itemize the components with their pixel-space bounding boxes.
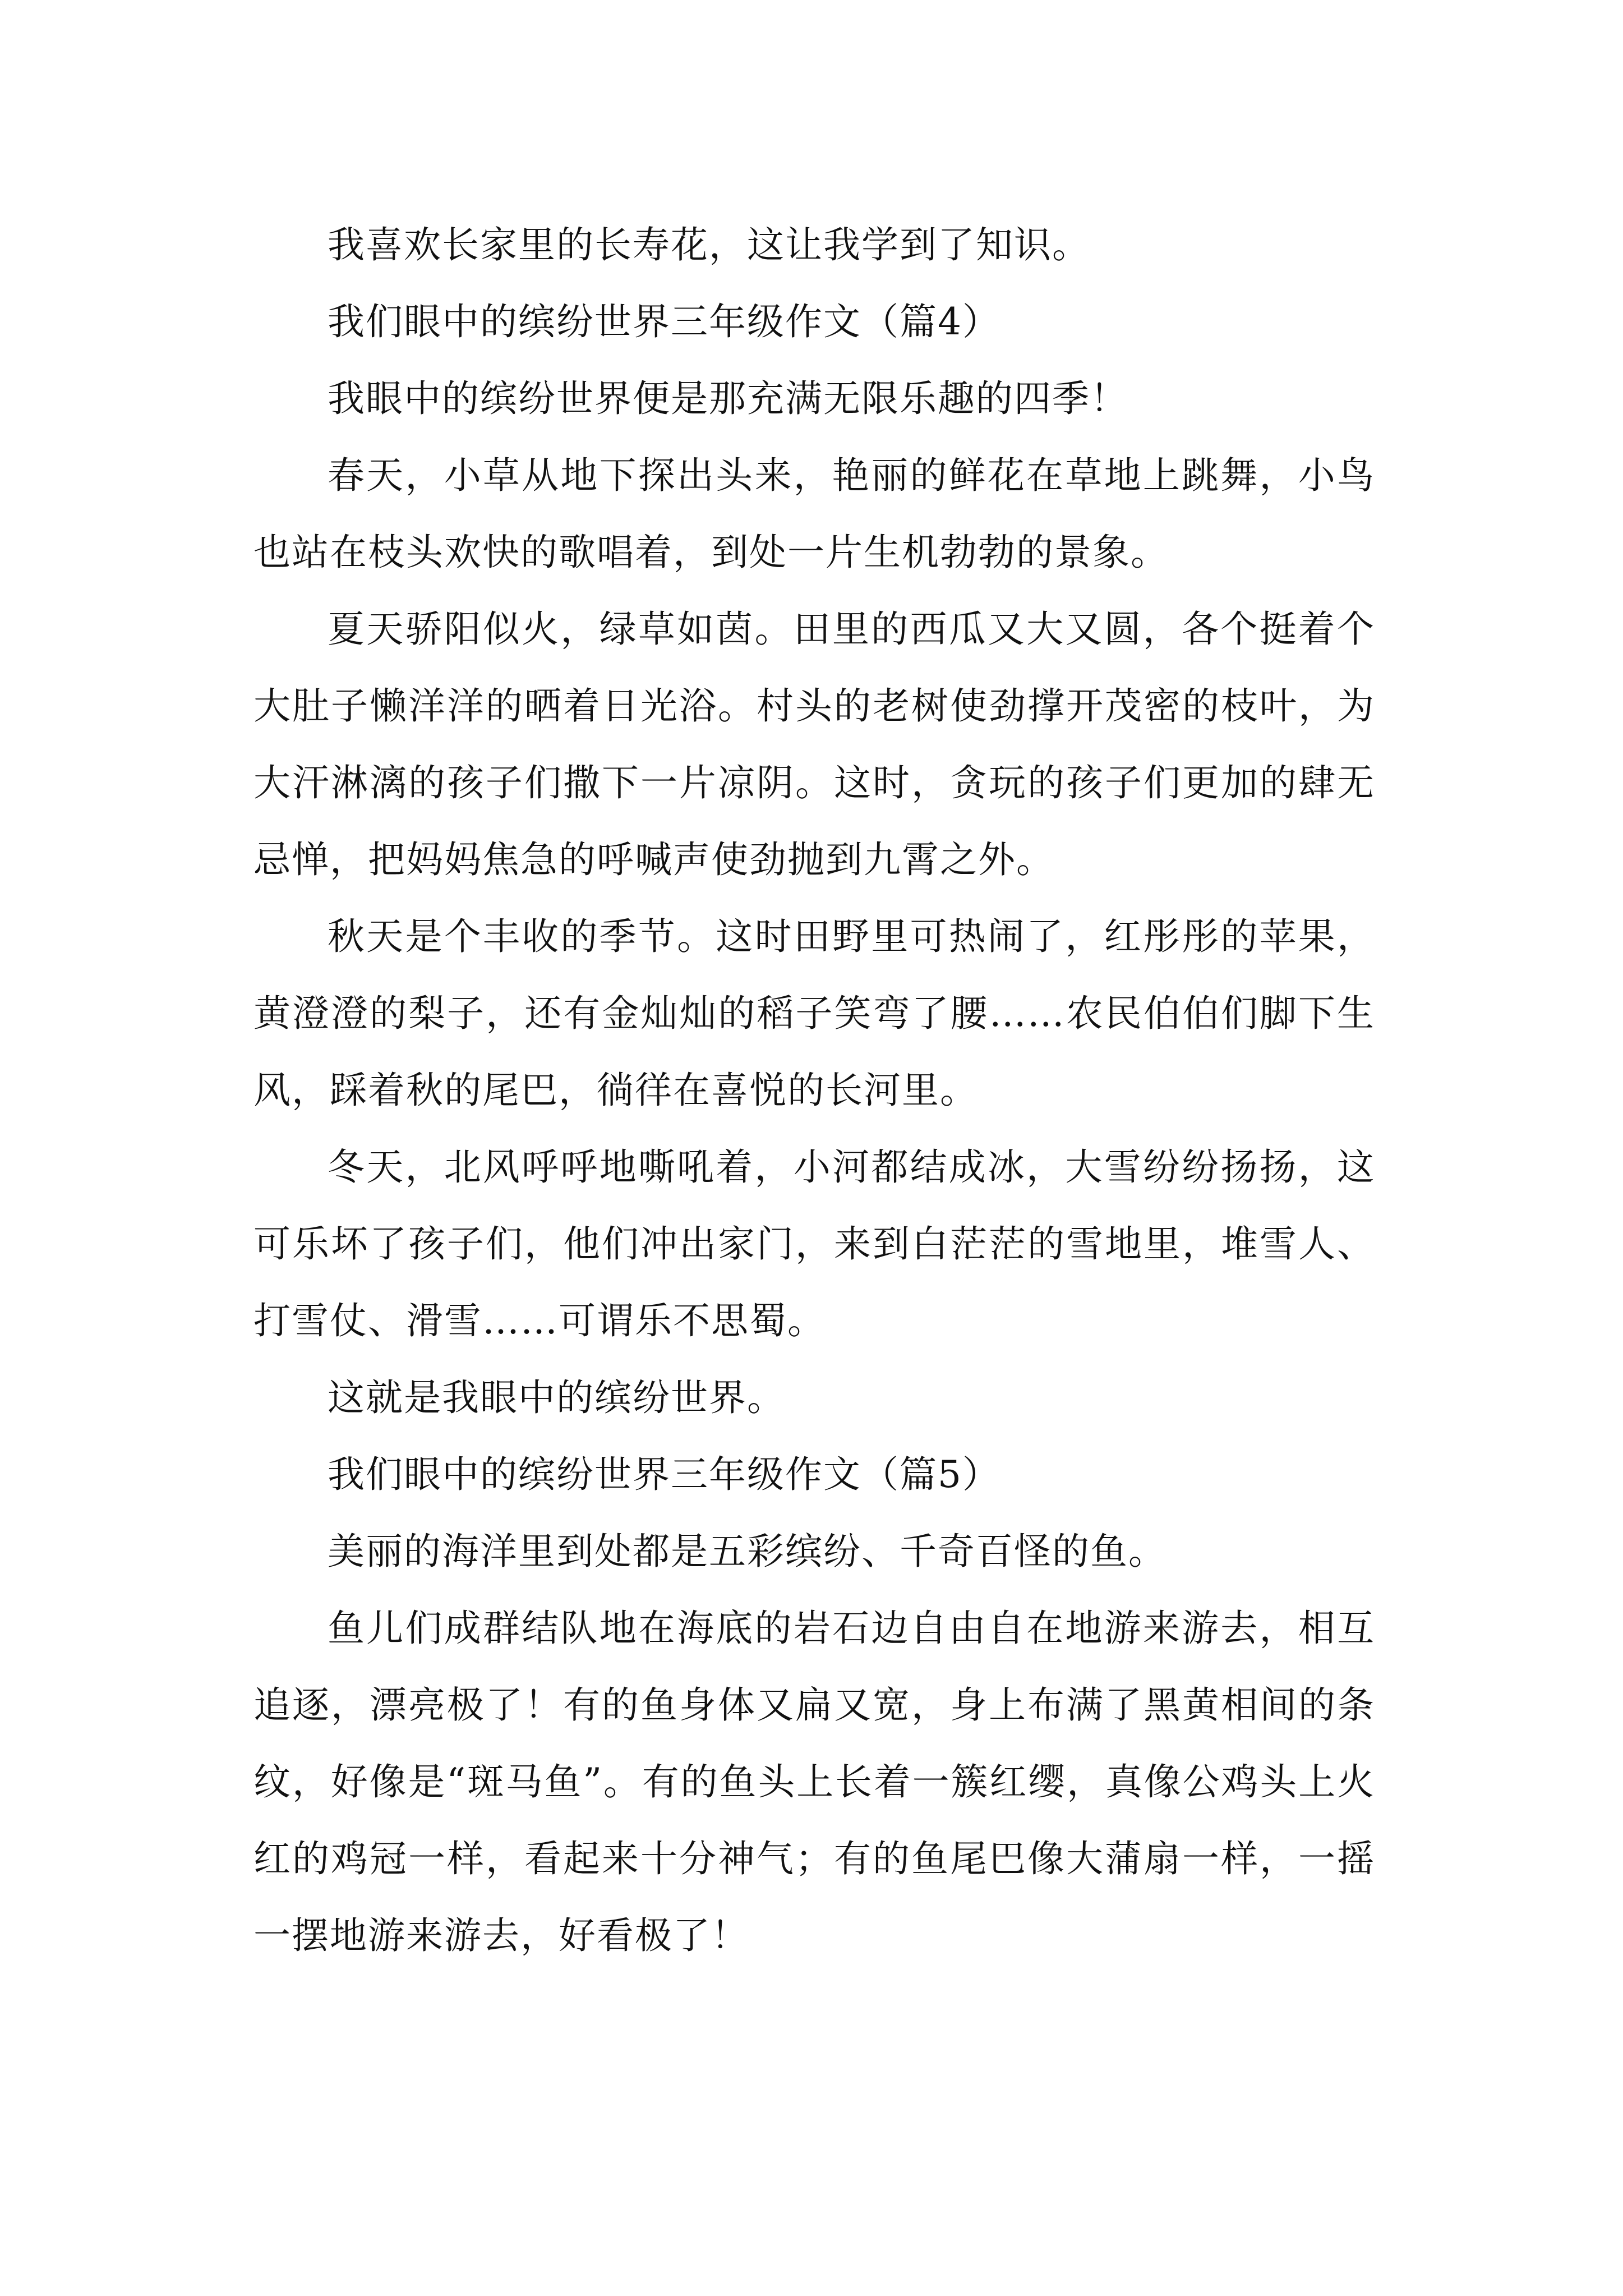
paragraph-fish: 鱼儿们成群结队地在海底的岩石边自由自在地游来游去，相互追逐，漂亮极了！有的鱼身体又扁又宽，身上布满了黑黄相间的条纹，好像是“斑马鱼”。有的鱼头上长着一簇红缨，真像公鸡头上火红的鸡冠一样，看起来十分神气；有的鱼尾巴像大蒲扇一样，一摇一摆地游来游去，好看极了！ <box>253 1607 1375 1957</box>
paragraph-winter: 冬天，北风呼呼地嘶吼着，小河都结成冰，大雪纷纷扬扬，这可乐坏了孩子们，他们冲出家门，来到白茫茫的雪地里，堆雪人、打雪仗、滑雪……可谓乐不思蜀。 <box>253 1145 1375 1342</box>
paragraph-autumn: 秋天是个丰收的季节。这时田野里可热闹了，红彤彤的苹果，黄澄澄的梨子，还有金灿灿的稻子笑弯了腰……农民伯伯们脚下生风，踩着秋的尾巴，徜徉在喜悦的长河里。 <box>253 915 1375 1112</box>
paragraph-ocean-intro: 美丽的海洋里到处都是五彩缤纷、千奇百怪的鱼。 <box>328 1530 1166 1573</box>
paragraph-conclusion: 这就是我眼中的缤纷世界。 <box>328 1376 785 1419</box>
paragraph-spring: 春天，小草从地下探出头来，艳丽的鲜花在草地上跳舞，小鸟也站在枝头欢快的歌唱着，到处一片生机勃勃的景象。 <box>253 454 1375 574</box>
paragraph-intro-seasons: 我眼中的缤纷世界便是那充满无限乐趣的四季！ <box>328 377 1128 420</box>
document-body <box>253 206 1375 1974</box>
paragraph-summer: 夏天骄阳似火，绿草如茵。田里的西瓜又大又圆，各个挺着个大肚子懒洋洋的晒着日光浴。村头的老树使劲撑开茂密的枝叶，为大汗淋漓的孩子们撒下一片凉阴。这时，贪玩的孩子们更加的肆无忌惮，把妈妈焦急的呼喊声使劲抛到九霄之外。 <box>253 608 1375 881</box>
essay-heading-5: 我们眼中的缤纷世界三年级作文（篇5） <box>328 1453 1000 1496</box>
paragraph-closing-sentence: 我喜欢长家里的长寿花，这让我学到了知识。 <box>328 223 1090 266</box>
essay-heading-4: 我们眼中的缤纷世界三年级作文（篇4） <box>328 300 1000 343</box>
